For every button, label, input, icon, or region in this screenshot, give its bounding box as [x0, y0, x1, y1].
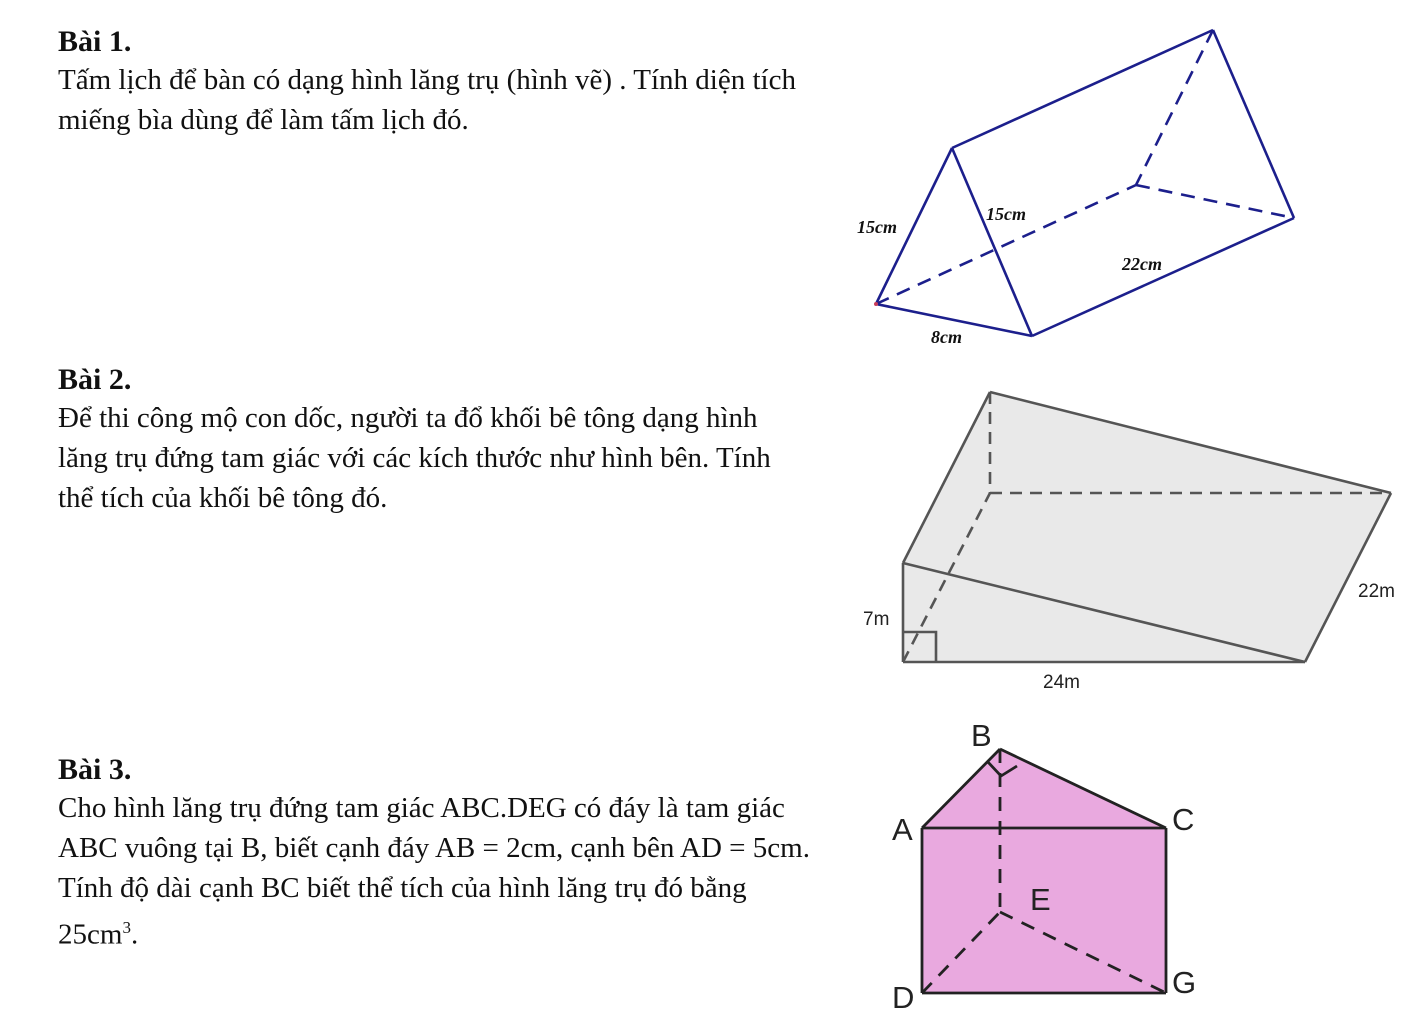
fig1-label-8cm: 8cm	[931, 327, 962, 347]
prism1-edge-back-right	[1213, 30, 1294, 218]
problem-2-title: Bài 2.	[58, 363, 132, 396]
prism1-hidden-bottom-left	[876, 185, 1136, 304]
problem-1-title: Bài 1.	[58, 25, 132, 58]
problem-3-text-sup: 3	[122, 918, 131, 937]
prism1-hidden-back-base	[1136, 185, 1294, 218]
figure-2-ramp	[903, 392, 1391, 662]
fig2-label-7m: 7m	[863, 609, 890, 630]
fig2-label-22m: 22m	[1358, 581, 1395, 602]
problem-3-text-main: Cho hình lăng trụ đứng tam giác ABC.DEG có đáy là tam giác ABC vuông tại B, biết cạnh đáy AB = 2cm, cạnh bên AD = 5cm. Tính độ dài cạnh BC biết thể tích của hình lăng trụ đó bằng 25cm	[58, 792, 810, 951]
fig3-label-B: B	[971, 718, 992, 753]
fig3-label-G: G	[1172, 965, 1197, 1000]
problem-3-text-end: .	[130, 918, 139, 951]
fig2-label-24m: 24m	[1043, 672, 1080, 693]
problem-2-text: Để thi công mộ con dốc, người ta đổ khối bê tông dạng hình lăng trụ đứng tam giác với các kích thước như hình bên. Tính thể tích của khối bê tông đó.	[58, 402, 771, 514]
prism3-top-face	[922, 749, 1166, 828]
fig1-label-15cm-left: 15cm	[857, 217, 897, 237]
fig3-label-D: D	[892, 980, 915, 1015]
prism1-hidden-back-left	[1136, 30, 1213, 185]
problem-1-text: Tấm lịch để bàn có dạng hình lăng trụ (hình vẽ) . Tính diện tích miếng bìa dùng để làm tấm lịch đó.	[58, 64, 796, 136]
fig1-label-15cm-right: 15cm	[986, 204, 1026, 224]
fig1-label-22cm: 22cm	[1122, 254, 1162, 274]
prism1-edge-bottom-right	[1032, 218, 1294, 336]
fig3-label-E: E	[1030, 882, 1051, 917]
prism1-edge-apex-front	[952, 30, 1213, 148]
figure-3-prism	[922, 749, 1166, 993]
problem-3-title: Bài 3.	[58, 753, 132, 786]
fig3-label-C: C	[1172, 802, 1195, 837]
figure-1-prism	[874, 30, 1294, 336]
prism1-edge-front-right	[952, 148, 1032, 336]
fig3-label-A: A	[892, 812, 913, 847]
prism1-vertex-dot	[874, 302, 878, 306]
